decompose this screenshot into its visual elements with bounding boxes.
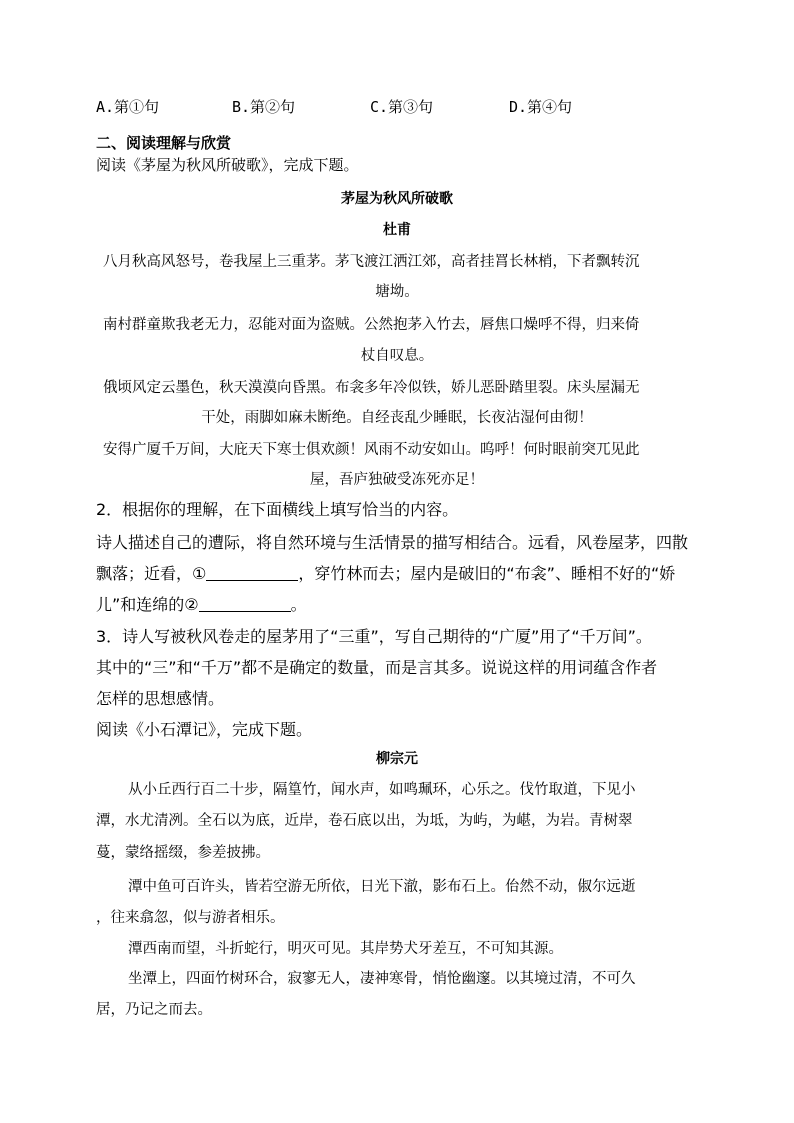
- answer-blank-1[interactable]: [206, 564, 298, 581]
- poem-line: 杖自叹息。: [360, 348, 434, 364]
- prose-line: 潭西南而望，斗折蛇行，明灭可见。其岸势犬牙差互，不可知其源。: [128, 941, 563, 957]
- prose-line: 蔓，蒙络摇缀，参差披拂。: [96, 845, 270, 861]
- question-2-text: 诗人描述自己的遭际，将自然环境与生活情景的描写相结合。远看，风卷屋茅，四散: [96, 533, 689, 552]
- question-3-text: 怎样的思想感情。: [96, 689, 225, 708]
- question-2-text-part: ，穿竹林而去；屋内是破旧的“布衾”、睡相不好的“娇: [298, 564, 676, 583]
- prose-line: 潭中鱼可百许头，皆若空游无所依，日光下澈，影布石上。佁然不动，俶尔远逝: [128, 879, 636, 895]
- prose-line: 潭，水尤清冽。全石以为底，近岸，卷石底以出，为坻，为屿，为嵁，为岩。青树翠: [96, 813, 633, 829]
- option-c: C.第③句: [370, 98, 434, 116]
- question-3-text: 3．诗人写被秋风卷走的屋茅用了“三重”，写自己期待的“广厦”用了“千万间”。: [96, 627, 652, 646]
- question-2-text-part: 。: [290, 595, 307, 614]
- question-2-text-part: 儿”和连绵的②: [96, 595, 199, 614]
- prose-author: 柳宗元: [376, 751, 418, 767]
- question-2-text: [96, 592, 307, 615]
- poem-line: 南村群童欺我老无力，忍能对面为盗贼。公然抱茅入竹去，唇焦口燥呼不得，归来倚: [103, 317, 640, 333]
- prose-line: 坐潭上，四面竹树环合，寂寥无人，凄神寒骨，悄怆幽邃。以其境过清，不可久: [128, 971, 636, 987]
- reading-instruction-1: 阅读《茅屋为秋风所破歌》，完成下题。: [96, 156, 359, 174]
- poem-line: 屋，吾庐独破受冻死亦足！: [310, 472, 484, 488]
- question-2-text: [96, 561, 675, 584]
- prose-line: ，往来翕忽，似与游者相乐。: [96, 910, 285, 926]
- reading-instruction-2: 阅读《小石潭记》，完成下题。: [96, 720, 313, 739]
- poem-title: 茅屋为秋风所破歌: [341, 191, 453, 207]
- poem-author: 杜甫: [383, 222, 411, 238]
- poem-line: 塘坳。: [375, 284, 419, 300]
- option-d: D.第④句: [509, 98, 573, 116]
- question-2-text-part: 飘落；近看，①: [96, 564, 207, 583]
- option-a: A.第①句: [96, 98, 160, 116]
- poem-line: 干处，雨脚如麻未断绝。自经丧乱少睡眠，长夜沾湿何由彻！: [201, 410, 593, 426]
- poem-line: 俄顷风定云墨色，秋天漠漠向昏黑。布衾多年冷似铁，娇儿恶卧踏里裂。床头屋漏无: [103, 380, 640, 396]
- question-2-prompt: 2．根据你的理解，在下面横线上填写恰当的内容。: [96, 500, 459, 519]
- answer-blank-2[interactable]: [199, 595, 291, 612]
- poem-line: 八月秋高风怒号，卷我屋上三重茅。茅飞渡江洒江郊，高者挂罥长林梢，下者飘转沉: [103, 254, 640, 270]
- prose-line: 从小丘西行百二十步，隔篁竹，闻水声，如鸣珮环，心乐之。伐竹取道，下见小: [128, 782, 636, 798]
- prose-line: 居，乃记之而去。: [96, 1002, 212, 1018]
- poem-line: 安得广厦千万间，大庇天下寒士俱欢颜！风雨不动安如山。呜呼！何时眼前突兀见此: [103, 442, 640, 458]
- question-3-text: 其中的“三”和“千万”都不是确定的数量，而是言其多。说说这样的用词蕴含作者: [96, 658, 658, 677]
- section-heading: 二、阅读理解与欣赏: [96, 134, 232, 152]
- option-b: B.第②句: [232, 98, 296, 116]
